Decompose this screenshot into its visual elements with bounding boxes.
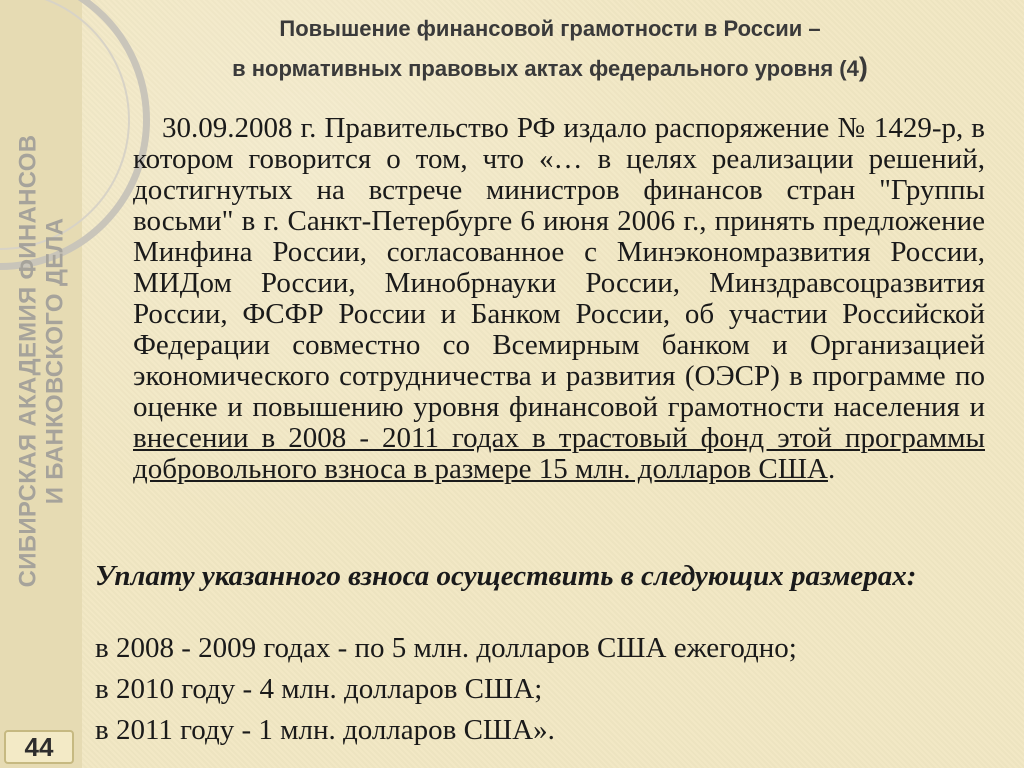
title-line-1: Повышение финансовой грамотности в России – [279, 16, 821, 41]
paragraph-underlined-text: внесении в 2008 - 2011 годах в трастовый фонд этой программы добровольного взноса в размере 15 млн. долларов США [133, 422, 985, 485]
title-line-2 [90, 48, 1010, 88]
paragraph-text: 30.09.2008 г. Правительство РФ издало распоряжение № 1429-р, в котором говорится о том, что «… в целях реализации решений, достигнутых на встрече министров финансов стран "Группы восьми" в г. Санкт-Петербурге 6 июня 2006 г., принять предложение Минфина России, согласованное с Минэкономразвития России, МИДом России, Минобрнауки России, Минздравсоцразвития России, ФСФР России и Банком России, об участии Российской Федерации совместно со Всемирным банком и Организацией экономического сотрудничества и развития (ОЭСР) в программе по оценке и повышению уровня финансовой грамотности населения и [133, 112, 985, 423]
payment-item-2011: в 2011 году - 1 млн. долларов США». [95, 714, 555, 746]
sidebar-vertical-text [0, 0, 82, 722]
page-number-badge [4, 730, 74, 764]
page-number: 44 [24, 731, 54, 762]
payment-item-2010: в 2010 году - 4 млн. долларов США; [95, 673, 543, 705]
title-line-2-paren: ) [858, 52, 868, 82]
page-title [90, 10, 1010, 88]
payment-item-2008-2009: в 2008 - 2009 годах - по 5 млн. долларов США ежегодно; [95, 632, 797, 664]
main-paragraph [133, 113, 985, 485]
paragraph-end: . [827, 453, 836, 485]
sidebar-academy-name-line1: СИБИРСКАЯ АКАДЕМИЯ ФИНАНСОВ [14, 134, 42, 588]
sidebar-academy-name-line2: И БАНКОВСКОГО ДЕЛА [41, 217, 69, 505]
title-line-2-text: в нормативных правовых актах федерального уровня (4 [232, 56, 859, 81]
payment-statement: Уплату указанного взноса осуществить в следующих размерах: [95, 560, 917, 592]
